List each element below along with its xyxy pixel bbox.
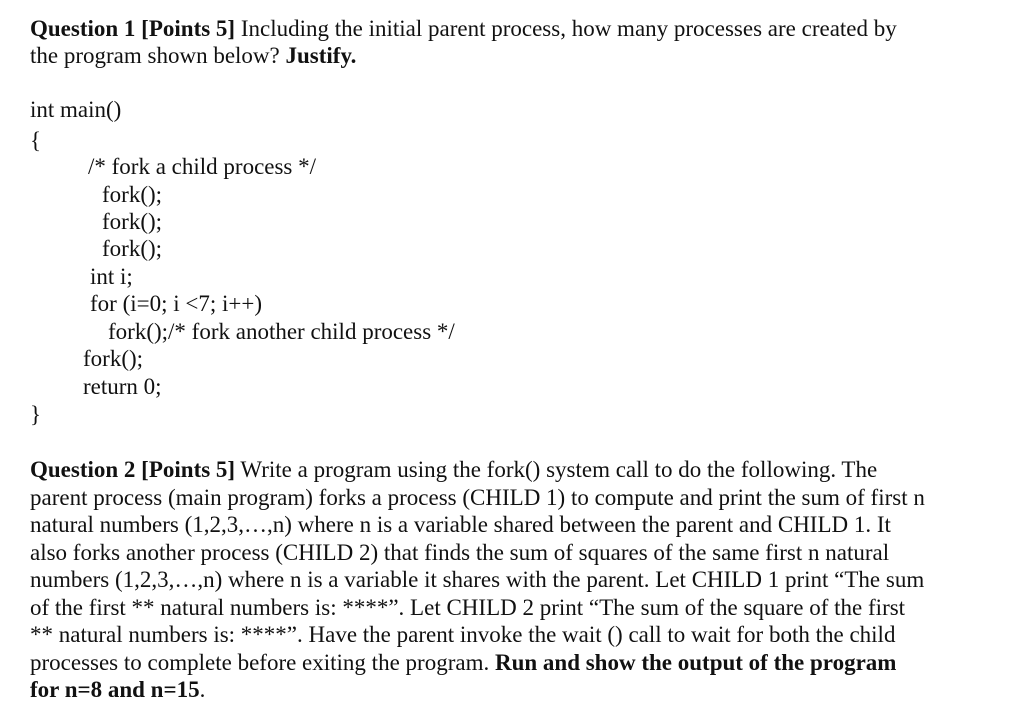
question1-justify: Justify. <box>285 43 357 68</box>
code-declaration: int i; <box>90 264 133 289</box>
code-comment-fork-child: /* fork a child process */ <box>88 154 317 179</box>
code-fork-4: fork(); <box>83 346 144 371</box>
question1-line2 <box>30 42 356 69</box>
code-open-brace: { <box>30 128 42 153</box>
question1-heading: Question 1 [Points 5] <box>30 16 236 41</box>
question2-line9 <box>30 676 205 703</box>
question1-text: Including the initial parent process, how many processes are created by <box>235 16 897 41</box>
question2-line6: of the first ** natural numbers is: ****”. Let CHILD 2 print “The sum of the square of the first <box>30 595 906 620</box>
code-for-loop: for (i=0; i <7; i++) <box>90 291 262 316</box>
question2-period: . <box>199 677 206 702</box>
question2-line7: ** natural numbers is: ****”. Have the parent invoke the wait () call to wait for both the child <box>30 622 896 647</box>
code-main-signature: int main() <box>30 97 122 122</box>
code-loop-body: fork();/* fork another child process */ <box>108 319 455 344</box>
question2-line8 <box>30 649 896 676</box>
question2-text: Write a program using the fork() system call to do the following. The <box>235 457 878 482</box>
question2-line3: natural numbers (1,2,3,…,n) where n is a variable shared between the parent and CHILD 1. It <box>30 512 891 537</box>
question2-line5: numbers (1,2,3,…,n) where n is a variable it shares with the parent. Let CHILD 1 print “The sum <box>30 567 925 592</box>
question1-text-cont: the program shown below? <box>30 43 286 68</box>
question1-line1 <box>30 15 897 42</box>
question2-n-values: for n=8 and n=15 <box>30 677 200 702</box>
question2-line1 <box>30 456 877 483</box>
code-fork-2: fork(); <box>102 209 163 234</box>
code-return: return 0; <box>83 374 162 399</box>
question2-line2: parent process (main program) forks a process (CHILD 1) to compute and print the sum of first n <box>30 485 925 510</box>
code-fork-3: fork(); <box>102 236 163 261</box>
code-fork-1: fork(); <box>102 182 163 207</box>
question2-line8-text: processes to complete before exiting the program. <box>30 650 495 675</box>
question2-line4: also forks another process (CHILD 2) that finds the sum of squares of the same first n natural <box>30 540 890 565</box>
code-close-brace: } <box>30 402 42 427</box>
question2-heading: Question 2 [Points 5] <box>30 457 236 482</box>
question2-run-instruction: Run and show the output of the program <box>494 650 897 675</box>
